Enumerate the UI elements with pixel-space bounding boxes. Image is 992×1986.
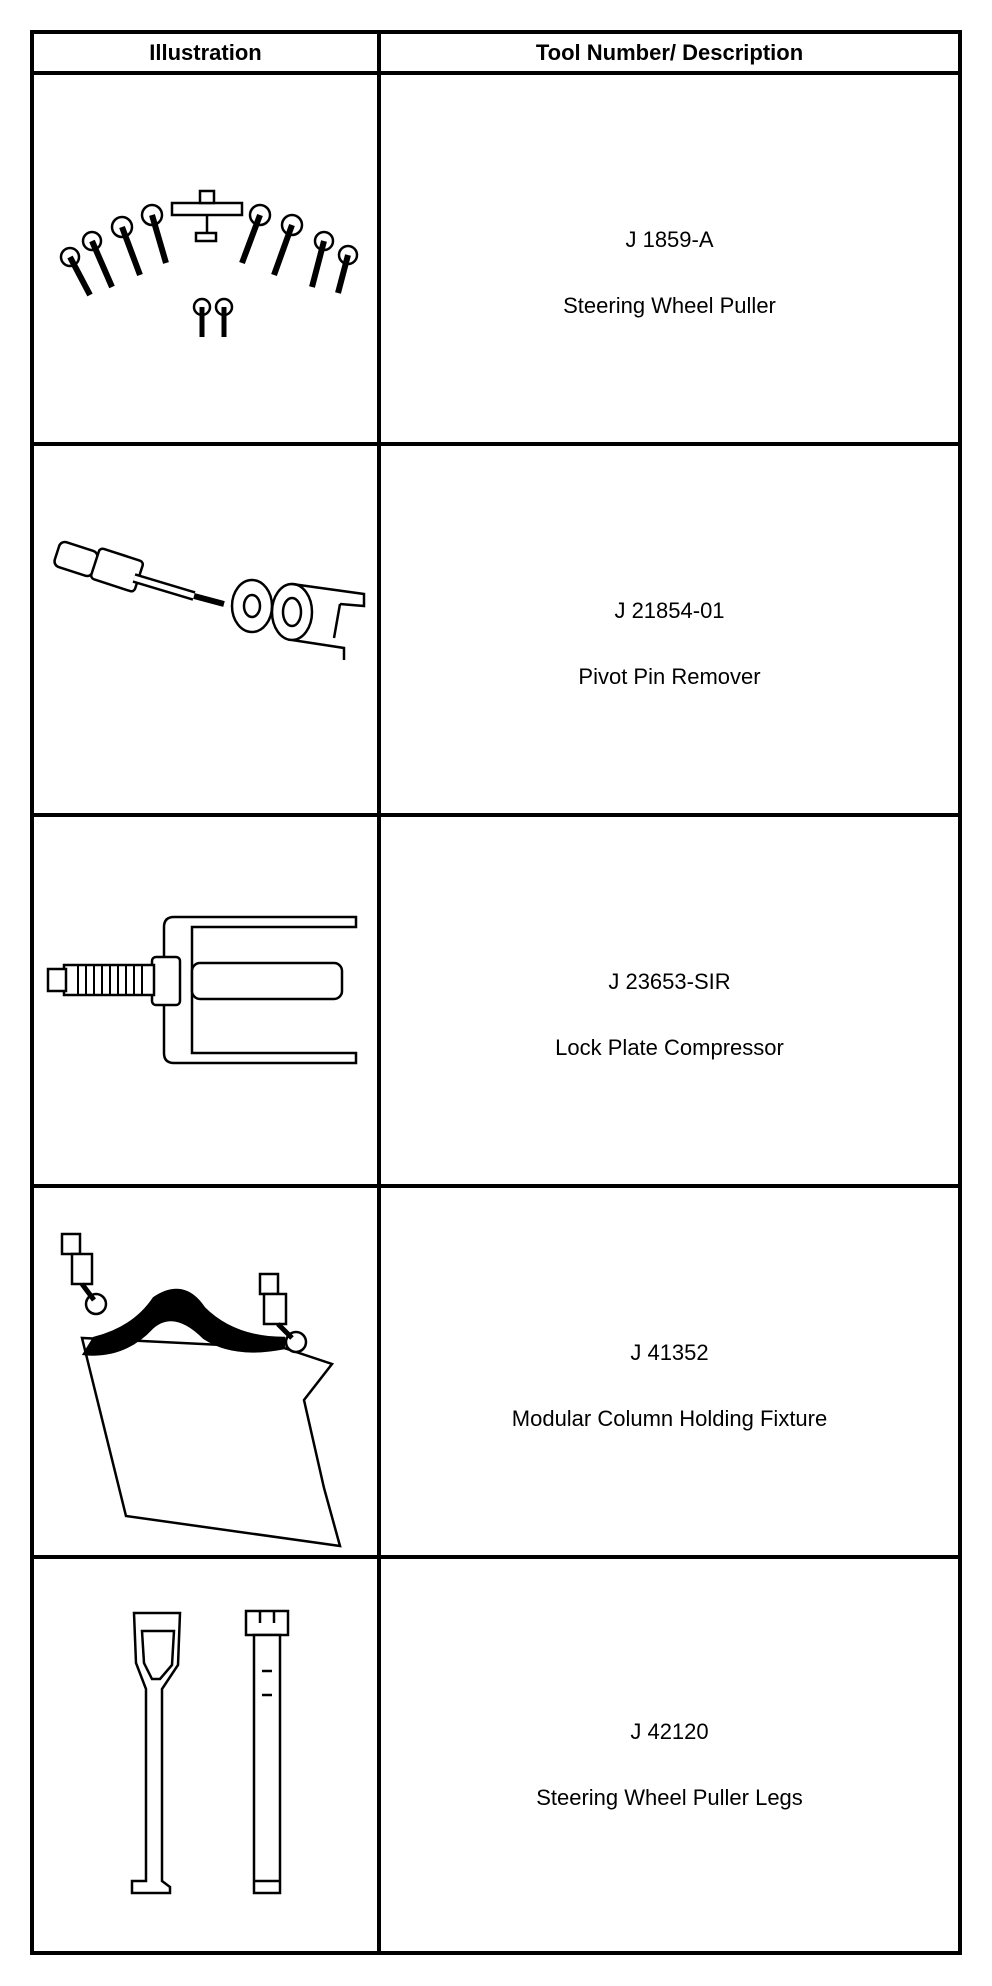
illustration-cell xyxy=(34,1559,377,1951)
tool-description: Lock Plate Compressor xyxy=(555,1035,784,1060)
description-cell xyxy=(381,1559,958,1951)
tool-table xyxy=(30,30,962,1955)
description-cell xyxy=(381,1188,958,1555)
description-cell xyxy=(381,817,958,1184)
holding-fixture-icon xyxy=(34,1188,377,1555)
pivot-pin-remover-icon xyxy=(34,446,377,813)
header-illustration: Illustration xyxy=(149,40,262,65)
tool-number: J 42120 xyxy=(630,1719,709,1744)
table-header xyxy=(34,34,958,75)
description-cell xyxy=(381,446,958,813)
tool-description: Modular Column Holding Fixture xyxy=(511,1406,828,1431)
table-row xyxy=(34,1188,958,1559)
table-row xyxy=(34,75,958,446)
tool-description: Steering Wheel Puller xyxy=(563,293,776,318)
tool-description: Steering Wheel Puller Legs xyxy=(536,1785,803,1810)
steering-wheel-puller-icon xyxy=(34,75,377,442)
illustration-cell xyxy=(34,1188,377,1555)
tool-number: J 21854-01 xyxy=(614,598,725,623)
table-row xyxy=(34,817,958,1188)
tool-description: Pivot Pin Remover xyxy=(578,664,761,689)
illustration-cell xyxy=(34,817,377,1184)
tool-number: J 23653-SIR xyxy=(608,969,731,994)
illustration-cell xyxy=(34,75,377,442)
puller-legs-icon xyxy=(34,1559,377,1951)
table-row xyxy=(34,446,958,817)
description-cell xyxy=(381,75,958,442)
tool-number: J 1859-A xyxy=(625,227,714,252)
column-divider xyxy=(377,34,381,1951)
tool-number: J 41352 xyxy=(630,1340,709,1365)
lock-plate-compressor-icon xyxy=(34,817,377,1184)
header-tool-number-description: Tool Number/ Description xyxy=(535,40,804,65)
table-row xyxy=(34,1559,958,1951)
illustration-cell xyxy=(34,446,377,813)
